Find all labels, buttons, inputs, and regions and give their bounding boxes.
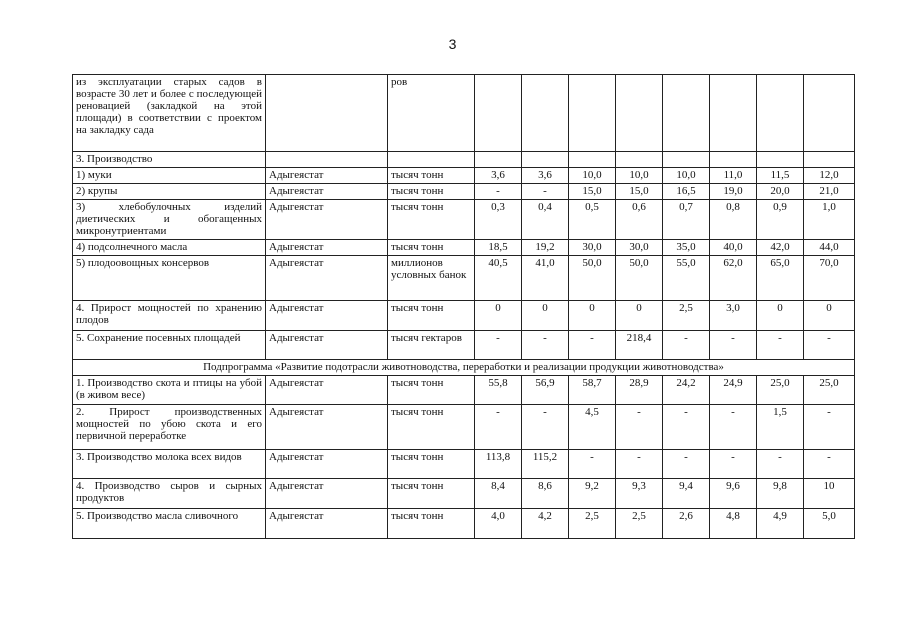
value-cell: 113,8 [475, 450, 522, 479]
unit-cell: миллионов условных банок [388, 256, 475, 301]
unit-cell: тысяч гектаров [388, 331, 475, 360]
source-cell [266, 75, 388, 152]
value-cell: 40,0 [710, 240, 757, 256]
table-row [73, 450, 855, 479]
value-cell: - [616, 450, 663, 479]
value-cell: 62,0 [710, 256, 757, 301]
value-cell: 0 [616, 301, 663, 331]
value-cell: 40,5 [475, 256, 522, 301]
value-cell: 0 [569, 301, 616, 331]
indicator-cell: 4. Прирост мощностей по хранению плодов [73, 301, 266, 331]
subprogram-section [73, 360, 855, 376]
value-cell: - [804, 405, 855, 450]
table-row [73, 200, 855, 240]
value-cell: 4,9 [757, 509, 804, 539]
table-row [73, 184, 855, 200]
value-cell: 4,0 [475, 509, 522, 539]
unit-cell: тысяч тонн [388, 450, 475, 479]
source-cell: Адыгеястат [266, 331, 388, 360]
unit-cell: тысяч тонн [388, 200, 475, 240]
unit-cell [388, 152, 475, 168]
value-cell [522, 152, 569, 168]
table-row [73, 168, 855, 184]
table-row [73, 376, 855, 405]
value-cell: 10 [804, 479, 855, 509]
table-row [73, 405, 855, 450]
value-cell: 55,0 [663, 256, 710, 301]
source-cell: Адыгеястат [266, 256, 388, 301]
value-cell: 0,4 [522, 200, 569, 240]
value-cell: 3,0 [710, 301, 757, 331]
value-cell: 19,2 [522, 240, 569, 256]
value-cell: 15,0 [616, 184, 663, 200]
value-cell: 3,6 [522, 168, 569, 184]
value-cell: 20,0 [757, 184, 804, 200]
value-cell: 16,5 [663, 184, 710, 200]
value-cell: 58,7 [569, 376, 616, 405]
source-cell: Адыгеястат [266, 479, 388, 509]
unit-cell: тысяч тонн [388, 240, 475, 256]
source-cell: Адыгеястат [266, 168, 388, 184]
value-cell [616, 152, 663, 168]
value-cell: 0 [475, 301, 522, 331]
value-cell: - [710, 405, 757, 450]
value-cell: 18,5 [475, 240, 522, 256]
value-cell [757, 75, 804, 152]
value-cell: - [569, 450, 616, 479]
table-row [73, 75, 855, 152]
indicator-cell: 5. Производство масла сливочного [73, 509, 266, 539]
value-cell: 0,7 [663, 200, 710, 240]
value-cell: 1,0 [804, 200, 855, 240]
value-cell: 24,2 [663, 376, 710, 405]
value-cell: 10,0 [569, 168, 616, 184]
value-cell: 10,0 [616, 168, 663, 184]
value-cell: 42,0 [757, 240, 804, 256]
value-cell: 2,5 [616, 509, 663, 539]
value-cell: 11,5 [757, 168, 804, 184]
table-row [73, 152, 855, 168]
table-row [73, 479, 855, 509]
source-cell: Адыгеястат [266, 405, 388, 450]
unit-cell: тысяч тонн [388, 405, 475, 450]
value-cell: - [757, 450, 804, 479]
value-cell: 2,6 [663, 509, 710, 539]
subprogram-row [73, 360, 855, 376]
value-cell: 50,0 [569, 256, 616, 301]
value-cell: - [475, 184, 522, 200]
indicator-cell: 1) муки [73, 168, 266, 184]
value-cell: 9,6 [710, 479, 757, 509]
value-cell: 5,0 [804, 509, 855, 539]
value-cell: 30,0 [616, 240, 663, 256]
value-cell: - [710, 331, 757, 360]
value-cell: 0,9 [757, 200, 804, 240]
value-cell: - [710, 450, 757, 479]
value-cell: 9,3 [616, 479, 663, 509]
value-cell: 15,0 [569, 184, 616, 200]
table-row [73, 331, 855, 360]
value-cell: 55,8 [475, 376, 522, 405]
value-cell: 4,2 [522, 509, 569, 539]
unit-cell: тысяч тонн [388, 376, 475, 405]
value-cell: - [663, 331, 710, 360]
value-cell: 35,0 [663, 240, 710, 256]
value-cell: - [569, 331, 616, 360]
indicator-cell: 3. Производство [73, 152, 266, 168]
value-cell: - [804, 450, 855, 479]
value-cell: 41,0 [522, 256, 569, 301]
value-cell: 25,0 [804, 376, 855, 405]
table-row [73, 509, 855, 539]
value-cell: 12,0 [804, 168, 855, 184]
value-cell: 0,3 [475, 200, 522, 240]
value-cell [710, 152, 757, 168]
unit-cell: тысяч тонн [388, 479, 475, 509]
indicators-table [72, 74, 855, 539]
value-cell: 1,5 [757, 405, 804, 450]
source-cell: Адыгеястат [266, 301, 388, 331]
value-cell: 28,9 [616, 376, 663, 405]
value-cell: 9,2 [569, 479, 616, 509]
indicator-cell: 1. Производство скота и птицы на убой (в живом весе) [73, 376, 266, 405]
value-cell: 56,9 [522, 376, 569, 405]
value-cell [475, 75, 522, 152]
value-cell: 0 [522, 301, 569, 331]
value-cell: 0,8 [710, 200, 757, 240]
source-cell [266, 152, 388, 168]
table-row [73, 256, 855, 301]
value-cell: - [616, 405, 663, 450]
value-cell: 218,4 [616, 331, 663, 360]
value-cell: - [522, 405, 569, 450]
indicator-cell: 3. Производство молока всех видов [73, 450, 266, 479]
page-number: 3 [448, 36, 457, 52]
value-cell: 2,5 [663, 301, 710, 331]
value-cell: 8,4 [475, 479, 522, 509]
value-cell [804, 152, 855, 168]
value-cell: 10,0 [663, 168, 710, 184]
indicator-cell: 2) крупы [73, 184, 266, 200]
indicator-cell: 5) плодоовощных консервов [73, 256, 266, 301]
value-cell: 25,0 [757, 376, 804, 405]
value-cell [757, 152, 804, 168]
value-cell: - [663, 405, 710, 450]
value-cell: - [475, 405, 522, 450]
value-cell: 0 [757, 301, 804, 331]
source-cell: Адыгеястат [266, 509, 388, 539]
source-cell: Адыгеястат [266, 450, 388, 479]
value-cell [710, 75, 757, 152]
value-cell: - [522, 184, 569, 200]
value-cell: 19,0 [710, 184, 757, 200]
table-row [73, 240, 855, 256]
value-cell: 9,8 [757, 479, 804, 509]
value-cell: 115,2 [522, 450, 569, 479]
value-cell: 2,5 [569, 509, 616, 539]
value-cell: 44,0 [804, 240, 855, 256]
value-cell: 0 [804, 301, 855, 331]
unit-cell: тысяч тонн [388, 184, 475, 200]
value-cell: 0,5 [569, 200, 616, 240]
value-cell: - [804, 331, 855, 360]
value-cell [569, 75, 616, 152]
value-cell: 9,4 [663, 479, 710, 509]
value-cell: 70,0 [804, 256, 855, 301]
source-cell: Адыгеястат [266, 376, 388, 405]
indicator-cell: 5. Сохранение посевных площадей [73, 331, 266, 360]
value-cell: - [522, 331, 569, 360]
value-cell: - [757, 331, 804, 360]
table-section-top [73, 75, 855, 360]
unit-cell: ров [388, 75, 475, 152]
value-cell: 30,0 [569, 240, 616, 256]
table-section-bottom [73, 376, 855, 539]
indicator-cell: 3) хлебобулочных изделий диетических и обогащенных микронутриентами [73, 200, 266, 240]
value-cell: 4,5 [569, 405, 616, 450]
value-cell [663, 75, 710, 152]
value-cell: - [475, 331, 522, 360]
value-cell [663, 152, 710, 168]
value-cell: - [663, 450, 710, 479]
value-cell [475, 152, 522, 168]
unit-cell: тысяч тонн [388, 509, 475, 539]
subprogram-heading: Подпрограмма «Развитие подотрасли животноводства, переработки и реализации продукции животноводства» [73, 360, 855, 376]
value-cell: 11,0 [710, 168, 757, 184]
value-cell: 21,0 [804, 184, 855, 200]
value-cell: 24,9 [710, 376, 757, 405]
source-cell: Адыгеястат [266, 200, 388, 240]
value-cell: 3,6 [475, 168, 522, 184]
value-cell [569, 152, 616, 168]
value-cell: 50,0 [616, 256, 663, 301]
table-row [73, 301, 855, 331]
source-cell: Адыгеястат [266, 184, 388, 200]
unit-cell: тысяч тонн [388, 301, 475, 331]
value-cell: 8,6 [522, 479, 569, 509]
value-cell: 4,8 [710, 509, 757, 539]
unit-cell: тысяч тонн [388, 168, 475, 184]
indicator-cell: из эксплуатации старых садов в возрасте 30 лет и более с последующей реновацией (закладкой на этой площади) в соответствии с проектом на закладку сада [73, 75, 266, 152]
source-cell: Адыгеястат [266, 240, 388, 256]
indicator-cell: 4. Производство сыров и сырных продуктов [73, 479, 266, 509]
indicator-cell: 4) подсолнечного масла [73, 240, 266, 256]
value-cell [522, 75, 569, 152]
value-cell: 65,0 [757, 256, 804, 301]
value-cell [616, 75, 663, 152]
value-cell: 0,6 [616, 200, 663, 240]
value-cell [804, 75, 855, 152]
indicator-cell: 2. Прирост производственных мощностей по убою скота и его первичной переработке [73, 405, 266, 450]
